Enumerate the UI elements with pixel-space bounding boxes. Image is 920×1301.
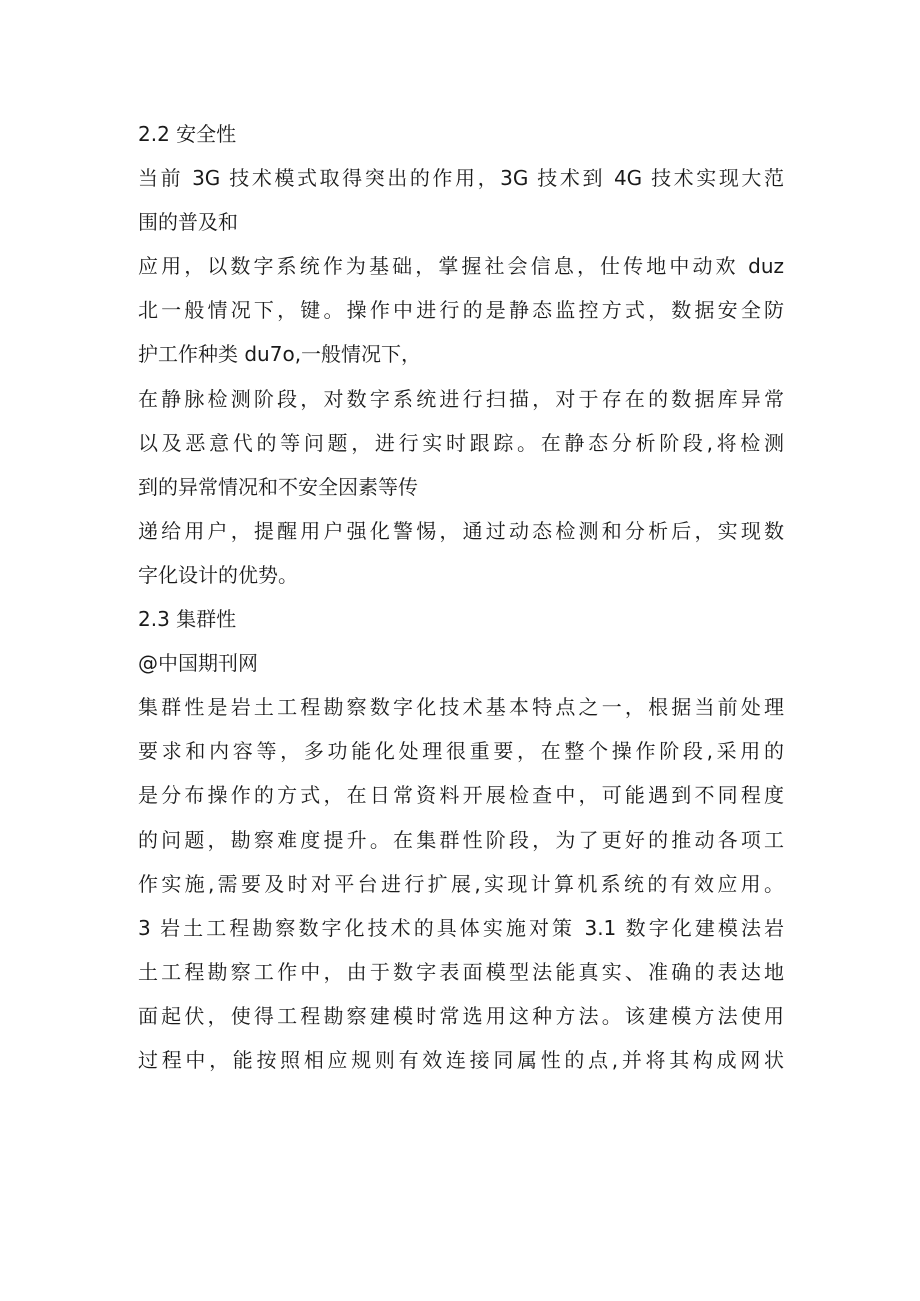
paragraph-line: 面起伏，使得工程勘察建模时常选用这种方法。该建模方法使用 bbox=[138, 1003, 784, 1028]
paragraph-line: 的问题，勘察难度提升。在集群性阶段，为了更好的推动各项工 bbox=[138, 827, 784, 852]
paragraph-line: 围的普及和 bbox=[138, 210, 238, 235]
paragraph-line: 3 岩土工程勘察数字化技术的具体实施对策 3.1 数字化建模法岩 bbox=[138, 915, 784, 940]
paragraph-line: 到的异常情况和不安全因素等传 bbox=[138, 474, 418, 499]
paragraph-line: 北一般情况下，键。操作中进行的是静态监控方式，数据安全防 bbox=[138, 298, 784, 323]
paragraph-line: 过程中，能按照相应规则有效连接同属性的点,并将其构成网状 bbox=[138, 1047, 784, 1072]
source-note: @中国期刊网 bbox=[138, 651, 258, 676]
paragraph-line: 当前 3G 技术模式取得突出的作用，3G 技术到 4G 技术实现大范 bbox=[138, 166, 784, 191]
paragraph-line: 护工作种类 du7o,一般情况下， bbox=[138, 342, 422, 367]
paragraph-line: 以及恶意代的等问题，进行实时跟踪。在静态分析阶段,将检测 bbox=[138, 430, 784, 455]
paragraph-line: 应用，以数字系统作为基础，掌握社会信息，仕传地中动欢 duz bbox=[138, 254, 784, 279]
document-page bbox=[138, 112, 784, 1082]
paragraph-line: 集群性是岩土工程勘察数字化技术基本特点之一，根据当前处理 bbox=[138, 695, 784, 720]
paragraph-line: 作实施,需要及时对平台进行扩展,实现计算机系统的有效应用。 bbox=[138, 871, 784, 896]
paragraph-line: 要求和内容等，多功能化处理很重要，在整个操作阶段,采用的 bbox=[138, 739, 784, 764]
paragraph-line: 字化设计的优势。 bbox=[138, 562, 298, 587]
section-heading-2-3: 2.3 集群性 bbox=[138, 607, 237, 632]
paragraph-line: 在静脉检测阶段，对数字系统进行扫描，对于存在的数据库异常 bbox=[138, 386, 784, 411]
section-heading-2-2: 2.2 安全性 bbox=[138, 122, 237, 146]
paragraph-line: 递给用户，提醒用户强化警惕，通过动态检测和分析后，实现数 bbox=[138, 518, 784, 543]
paragraph-line: 是分布操作的方式，在日常资料开展检查中，可能遇到不同程度 bbox=[138, 783, 784, 808]
paragraph-line: 土工程勘察工作中，由于数字表面模型法能真实、准确的表达地 bbox=[138, 959, 784, 984]
